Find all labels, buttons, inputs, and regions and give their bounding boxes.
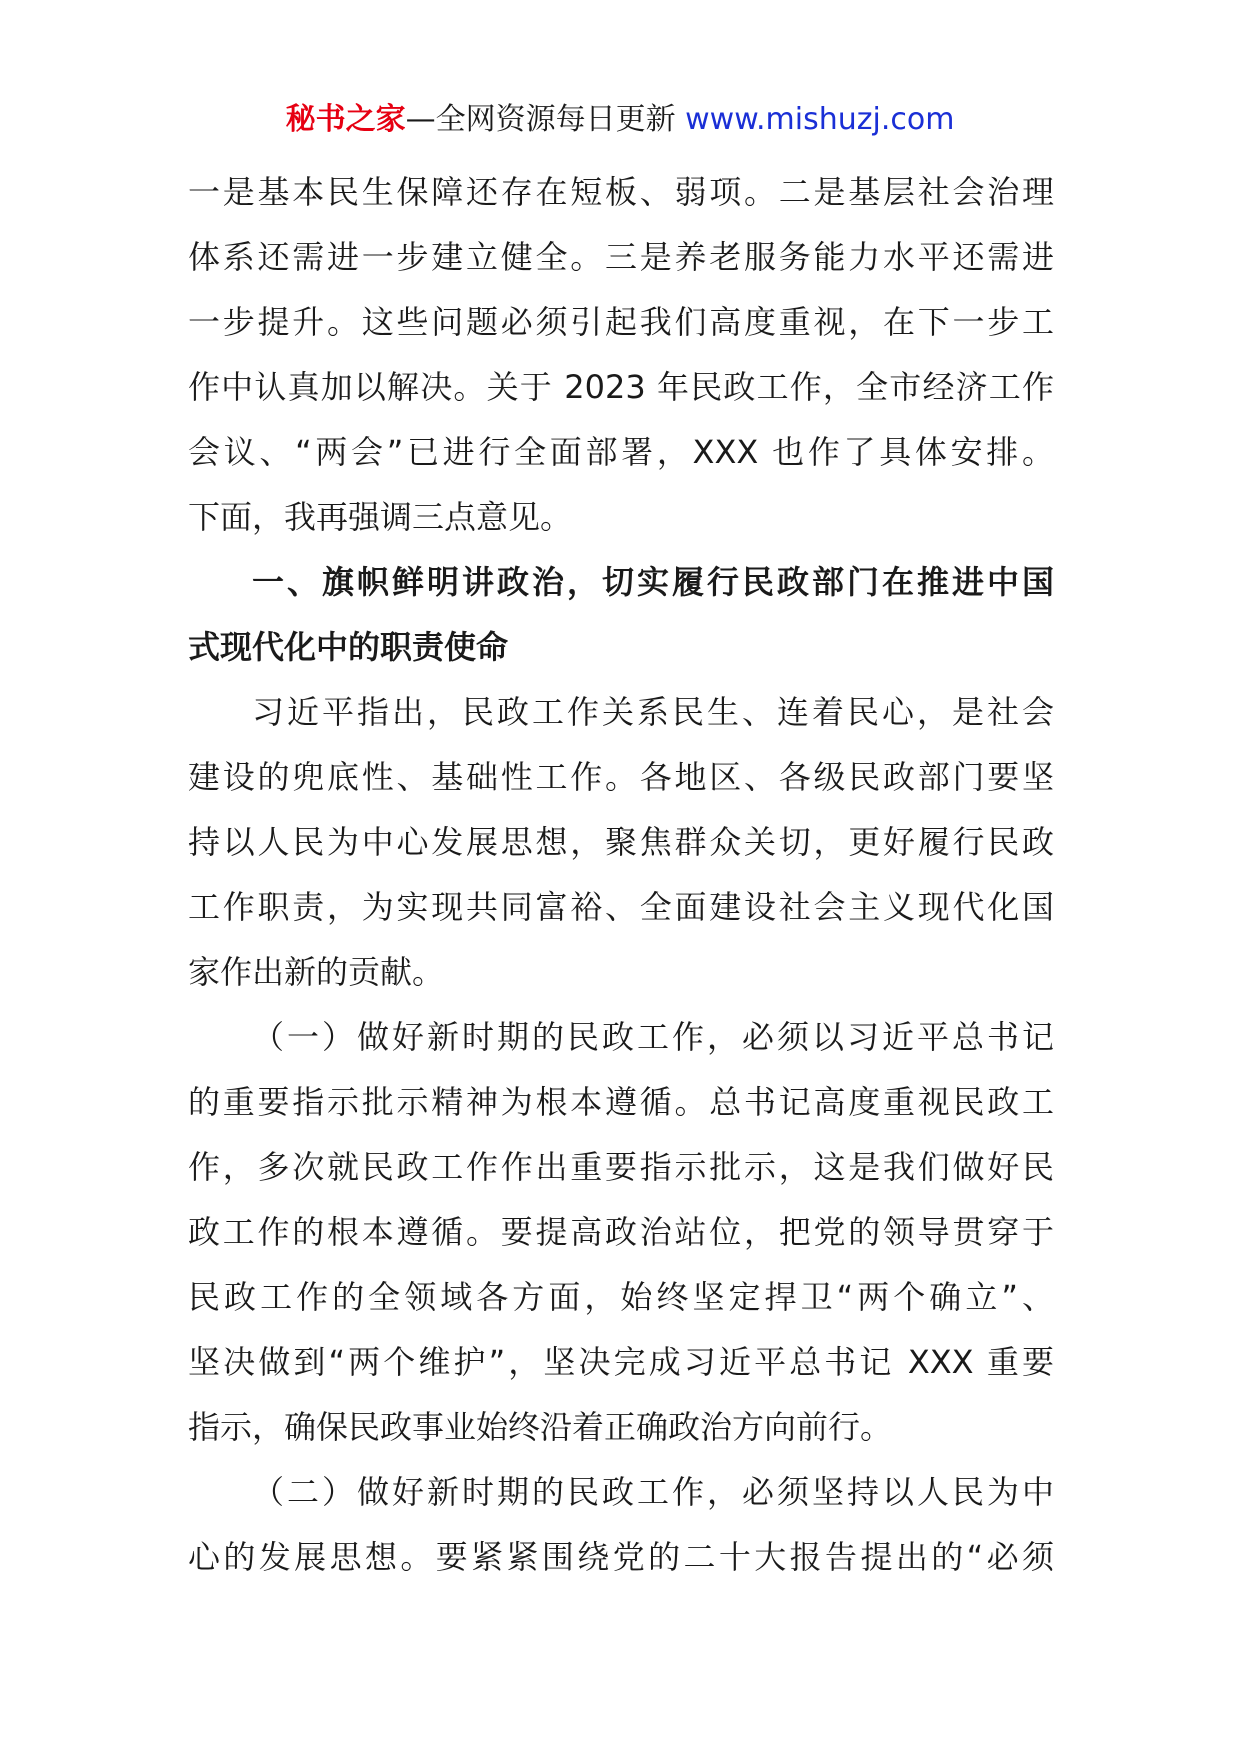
paragraph-line: 建设的兜底性、基础性工作。各地区、各级民政部门要坚 [188, 758, 1054, 796]
paragraph-line: 会议、“两会”已进行全面部署，XXX 也作了具体安排。 [188, 433, 1054, 471]
paragraph-line: 作中认真加以解决。关于 2023 年民政工作，全市经济工作 [188, 368, 1054, 406]
paragraph-line: 指示，确保民政事业始终沿着正确政治方向前行。 [188, 1408, 893, 1446]
paragraph-line: 坚决做到“两个维护”，坚决完成习近平总书记 XXX 重要 [188, 1343, 1054, 1381]
paragraph-line: 一步提升。这些问题必须引起我们高度重视，在下一步工 [188, 303, 1054, 341]
paragraph-line: 习近平指出，民政工作关系民生、连着民心，是社会 [252, 693, 1054, 731]
paragraph-line: 家作出新的贡献。 [188, 953, 445, 991]
paragraph-line: 工作职责，为实现共同富裕、全面建设社会主义现代化国 [188, 888, 1054, 926]
paragraph-line: 的重要指示批示精神为根本遵循。总书记高度重视民政工 [188, 1083, 1054, 1121]
header-slogan: —全网资源每日更新 [405, 102, 676, 137]
paragraph-line: 体系还需进一步建立健全。三是养老服务能力水平还需进 [188, 238, 1054, 276]
paragraph-line: 下面，我再强调三点意见。 [188, 498, 573, 536]
paragraph-line: 民政工作的全领域各方面，始终坚定捍卫“两个确立”、 [188, 1278, 1054, 1316]
paragraph-line: 持以人民为中心发展思想，聚焦群众关切，更好履行民政 [188, 823, 1054, 861]
brand-name: 秘书之家 [285, 102, 406, 137]
header-url-link[interactable]: www.mishuzj.com [685, 102, 955, 137]
page-header [0, 100, 1240, 140]
paragraph-line: 一是基本民生保障还存在短板、弱项。二是基层社会治理 [188, 173, 1054, 211]
paragraph-line: 心的发展思想。要紧紧围绕党的二十大报告提出的“必须 [188, 1538, 1054, 1576]
paragraph-line: 政工作的根本遵循。要提高政治站位，把党的领导贯穿于 [188, 1213, 1054, 1251]
section-heading-line: 一、旗帜鲜明讲政治，切实履行民政部门在推进中国 [252, 563, 1054, 601]
paragraph-line: 作，多次就民政工作作出重要指示批示，这是我们做好民 [188, 1148, 1054, 1186]
section-heading-line: 式现代化中的职责使命 [188, 628, 509, 666]
paragraph-line: （二）做好新时期的民政工作，必须坚持以人民为中 [252, 1473, 1054, 1511]
paragraph-line: （一）做好新时期的民政工作，必须以习近平总书记 [252, 1018, 1054, 1056]
document-body [188, 160, 1054, 1590]
